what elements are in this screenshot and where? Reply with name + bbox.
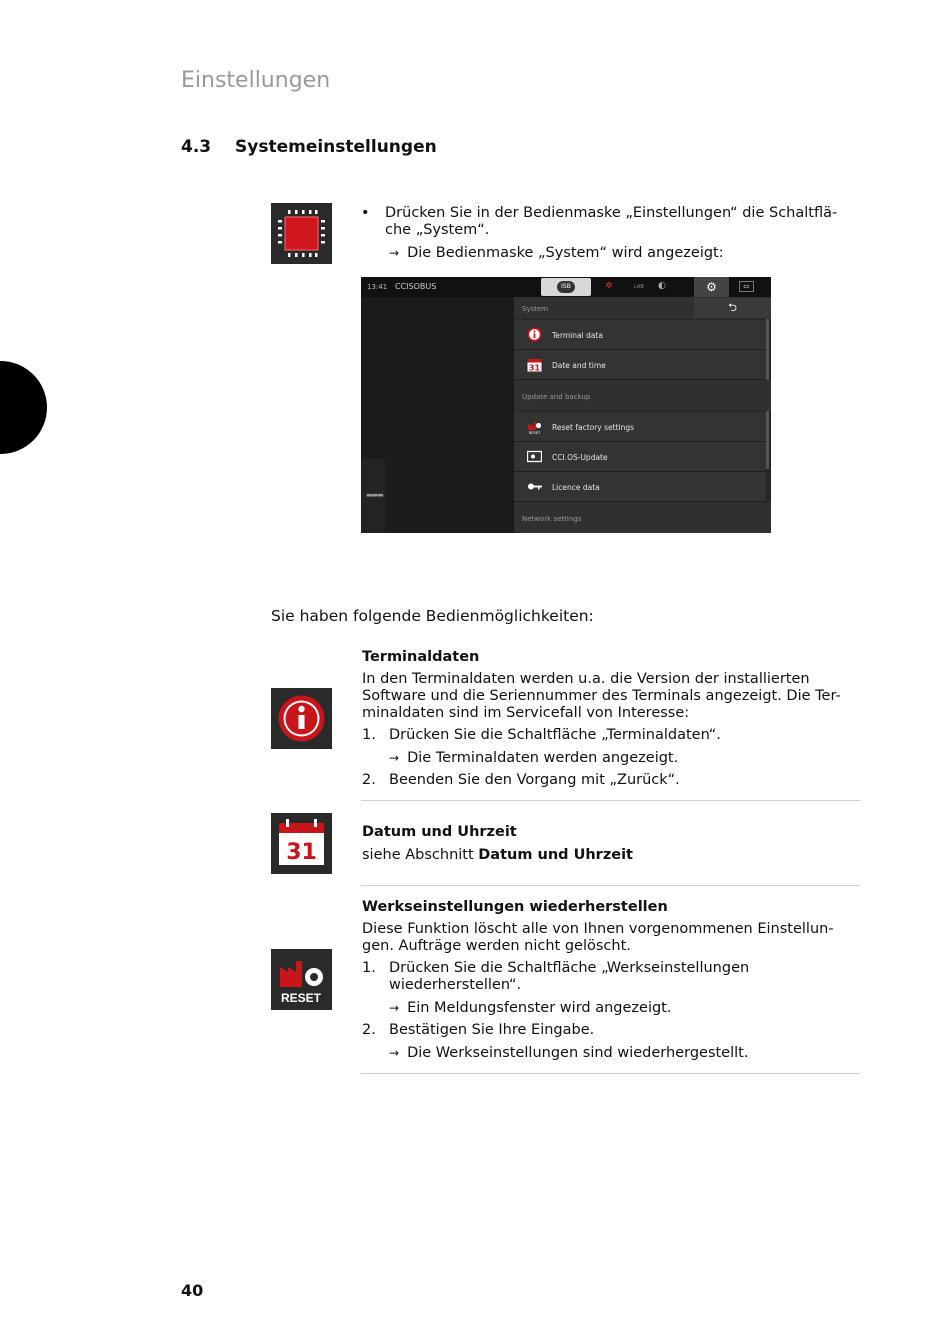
werks-step1-line1: Drücken Sie die Schaltfläche „Werkseinstellungen [389,960,750,976]
arrow-icon: → [389,1001,400,1015]
step-number: 1. [362,960,376,976]
menu-item-licence[interactable] [514,472,766,502]
lab-icon[interactable]: LAB [634,284,644,290]
step-number: 2. [362,1022,376,1038]
key-icon [527,479,542,494]
left-panel-grip[interactable] [361,459,385,533]
intro-result [389,245,724,262]
switch-view-icon[interactable]: ⇔ [739,281,754,292]
tractor-icon[interactable]: ✲ [605,281,613,291]
arrow-icon: → [389,246,400,260]
chapter-tab-marker [0,361,47,454]
menu-item-reset-factory[interactable] [514,412,766,442]
update-header-label: Update and backup [522,393,591,401]
menu-item-terminal-data[interactable] [514,320,766,350]
bullet-marker: • [361,205,370,221]
update-icon [527,449,542,464]
speed-icon[interactable]: ◐ [658,281,666,291]
terminaldaten-step2: Beenden Sie den Vorgang mit „Zurück“. [389,772,680,788]
divider [361,885,860,886]
info-icon [527,327,542,342]
network-settings-header [514,502,771,533]
intro-bullet-line2: che „System“. [385,222,490,238]
menu-item-label: Date and time [552,361,606,370]
section-number: 4.3 [181,137,212,157]
calendar-icon [527,357,542,372]
intro-result-text: Die Bedienmaske „System“ wird angezeigt: [407,245,724,261]
werks-step1-result-text: Ein Meldungsfenster wird angezeigt. [407,1000,672,1016]
info-icon [271,688,332,749]
datum-text-prefix: siehe Abschnitt [362,847,479,863]
terminal-screenshot [361,277,771,533]
menu-item-cci-update[interactable] [514,442,766,472]
section-title: Systemeinstellungen [235,137,437,157]
menu-item-label: Licence data [552,483,600,492]
step1-result-text: Die Terminaldaten werden angezeigt. [407,750,679,766]
options-intro: Sie haben folgende Bedienmöglichkeiten: [271,607,594,625]
divider [361,1073,860,1074]
page-number: 40 [181,1281,204,1300]
divider [361,800,860,801]
werks-desc-line1: Diese Funktion löscht alle von Ihnen vorgenommenen Einstellun- [362,921,834,937]
settings-gear-icon[interactable]: ⚙ [694,277,729,297]
datum-title: Datum und Uhrzeit [362,824,517,840]
werks-desc-line2: gen. Aufträge werden nicht gelöscht. [362,938,631,954]
terminal-time: 13:41 [367,283,388,291]
werks-step1-result [389,1000,671,1017]
werks-step2-result [389,1045,748,1062]
terminaldaten-title: Terminaldaten [362,649,480,665]
werks-title: Werkseinstellungen wiederherstellen [362,899,668,915]
werks-step2-result-text: Die Werkseinstellungen sind wiederhergestellt. [407,1045,749,1061]
chapter-title: Einstellungen [181,68,331,93]
menu-item-date-time[interactable] [514,350,766,380]
calendar-day: 31 [528,363,541,372]
step-number: 1. [362,727,376,743]
network-header-label: Network settings [522,515,582,523]
terminaldaten-desc-line2: Software und die Seriennummer des Terminals angezeigt. Die Ter- [362,688,841,704]
menu-item-label: CCI.OS-Update [552,453,608,462]
terminaldaten-desc-line3: minaldaten sind im Servicefall von Interesse: [362,705,690,721]
calendar-day: 31 [286,840,317,865]
datum-reference: Datum und Uhrzeit [478,847,633,863]
werks-step1-line2: wiederherstellen“. [389,977,522,993]
menu-item-label: Reset factory settings [552,423,635,432]
reset-icon [271,949,332,1010]
menu-item-label: Terminal data [552,331,603,340]
grip-icon: ▬▬▬ [366,491,383,499]
terminaldaten-step1: Drücken Sie die Schaltfläche „Terminaldaten“. [389,727,721,743]
back-button[interactable]: ⮌ [694,298,771,318]
werks-step2: Bestätigen Sie Ihre Eingabe. [389,1022,595,1038]
datum-text [362,847,633,864]
isb-button[interactable] [541,278,591,296]
terminal-brand: CCISOBUS [395,282,437,291]
arrow-icon: → [389,751,400,765]
step-number: 2. [362,772,376,788]
arrow-icon: → [389,1046,400,1060]
system-menu-panel [514,297,771,533]
system-chip-icon [271,203,332,264]
update-backup-header [514,380,771,411]
terminal-status-bar [361,277,771,297]
terminaldaten-desc-line1: In den Terminaldaten werden u.a. die Version der installierten [362,671,810,687]
system-header-label: System [522,305,549,313]
terminaldaten-step1-result [389,750,678,767]
isb-label: ISB [557,281,575,293]
calendar-icon [271,813,332,874]
intro-bullet-line1: Drücken Sie in der Bedienmaske „Einstellungen“ die Schaltflä- [385,205,838,221]
reset-icon [527,419,542,434]
reset-icon-label: RESET [280,991,322,1005]
reset-badge: RESET [528,430,541,434]
